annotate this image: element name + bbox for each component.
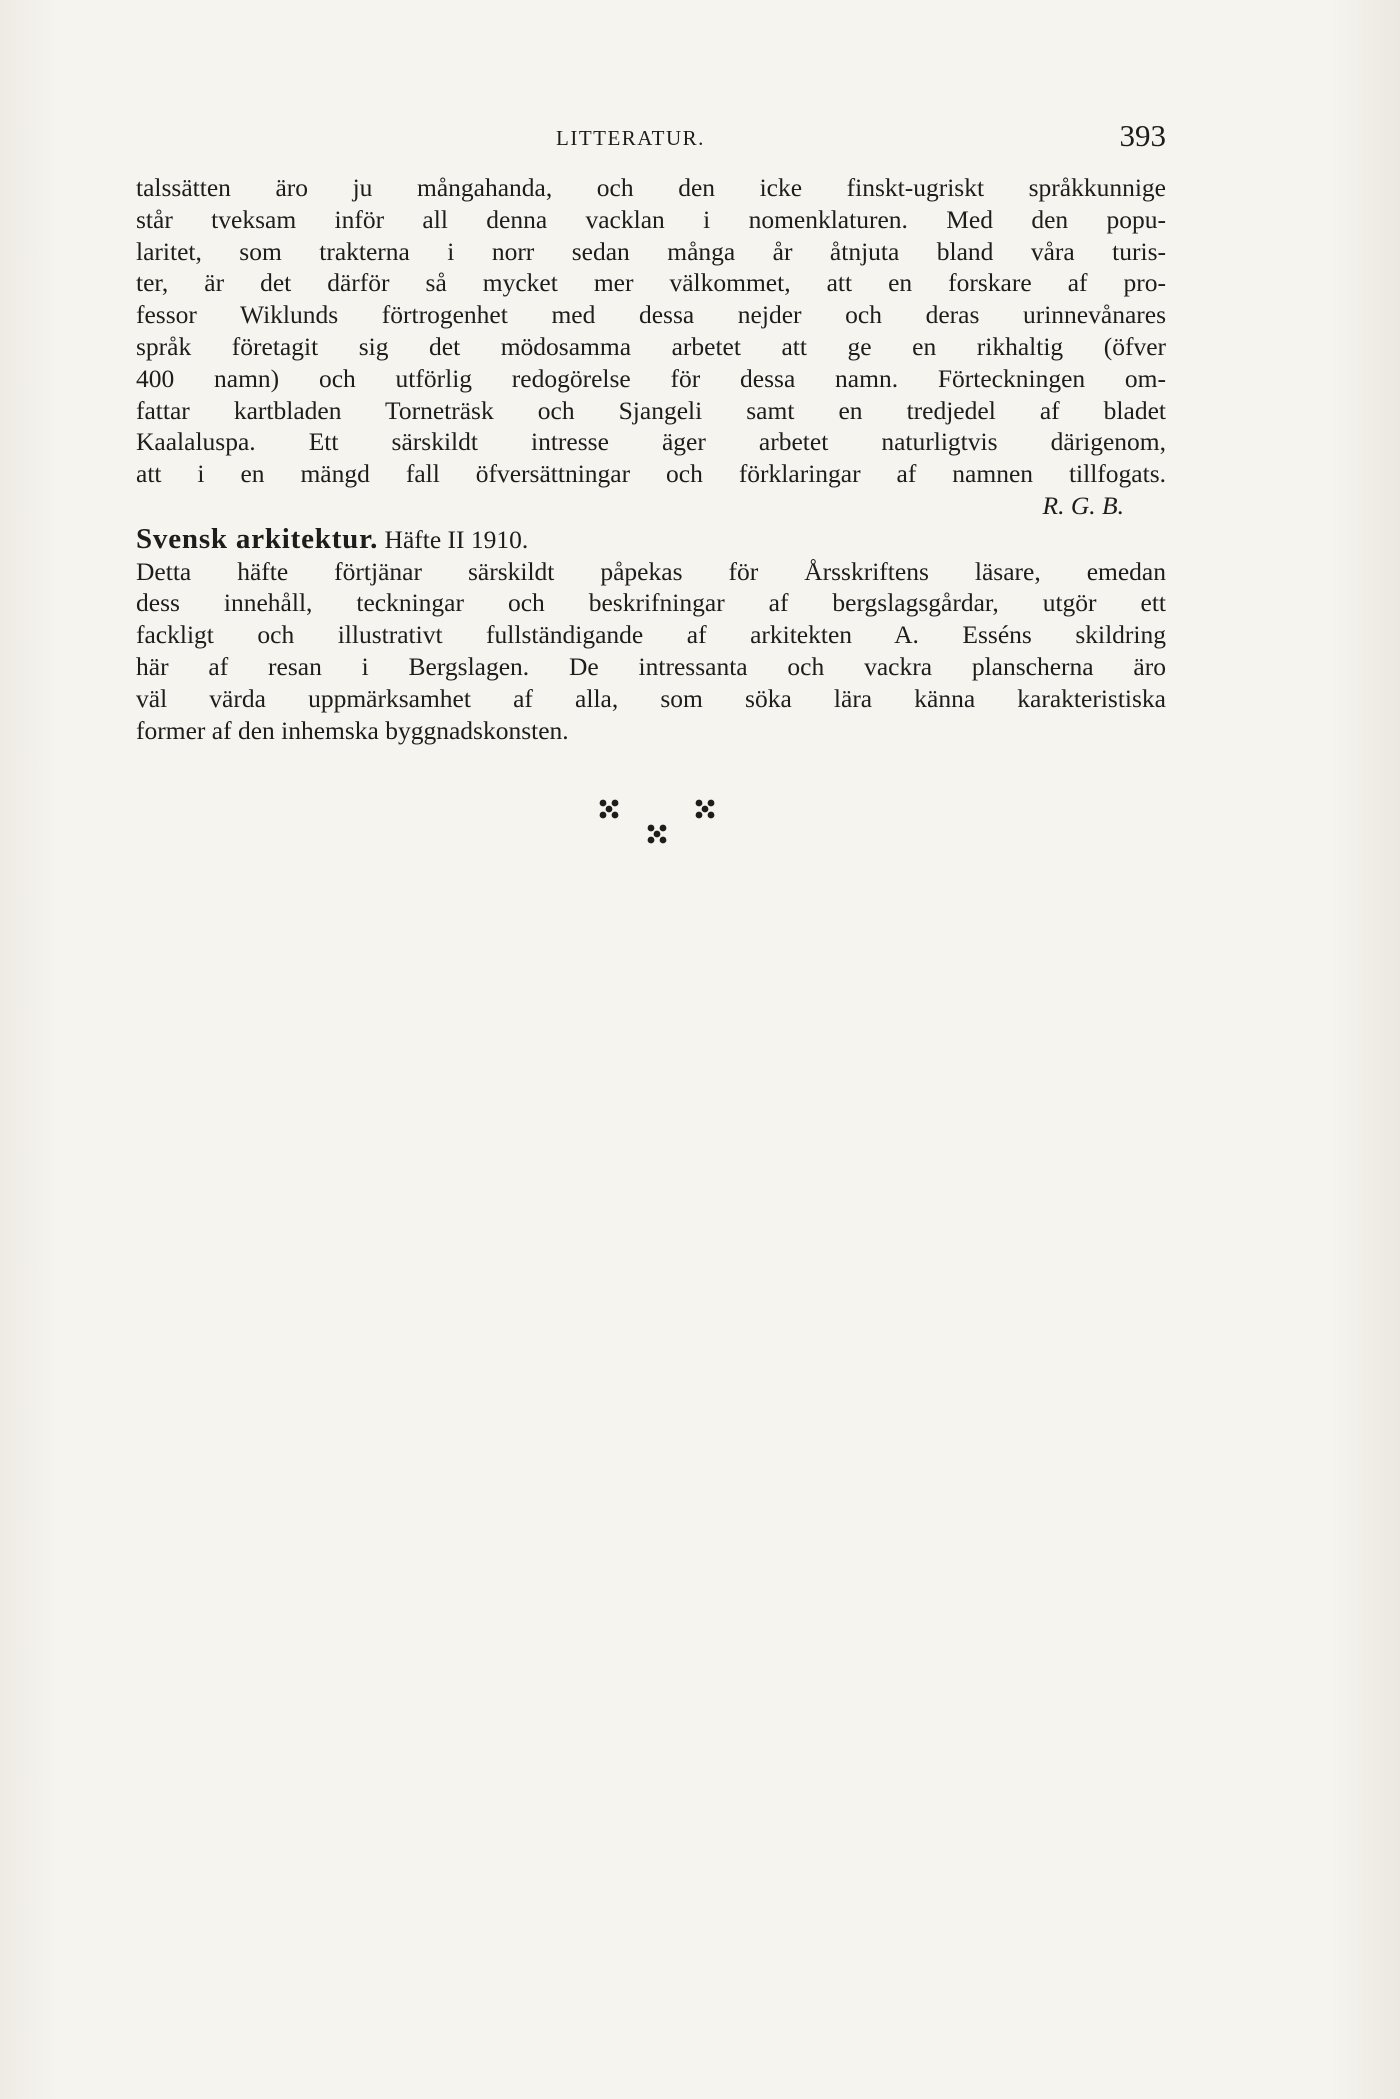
text-line: former af den inhemska byggnadskonsten. (136, 715, 569, 745)
text-line: talssätten äro ju mångahanda, och den icke finskt-ugriskt språkkunnige (136, 173, 1166, 202)
text-line: dess innehåll, teckningar och beskrifningar af bergslagsgårdar, utgör ett (136, 588, 1166, 618)
text-line: fattar kartbladen Torneträsk och Sjangeli samt en tredjedel af bladet (136, 395, 1166, 425)
dot-cluster-left (600, 800, 619, 819)
text-line: fackligt och illustrativt fullständigande af arkitekten A. Esséns skildring (136, 620, 1166, 650)
text-line: laritet, som trakterna i norr sedan många år åtnjuta bland våra turis- (136, 236, 1166, 266)
body-text (136, 172, 1166, 746)
text-line: väl värda uppmärksamhet af alla, som söka lära känna karakteristiska (136, 683, 1166, 713)
running-head: LITTERATUR. (556, 126, 705, 150)
text-line: språk företagit sig det mödosamma arbetet att ge en rikhaltig (öfver (136, 331, 1166, 361)
dot-cluster-bottom (648, 825, 667, 844)
page-number: 393 (1119, 118, 1166, 153)
reviewer-signature: R. G. B. (1042, 490, 1124, 520)
text-line: 400 namn) och utförlig redogörelse för dessa namn. Förteckningen om- (136, 363, 1166, 393)
review-paragraph-arkitektur (136, 556, 1166, 747)
text-line: här af resan i Bergslagen. De intressanta och vackra planscherna äro (136, 651, 1166, 681)
review-paragraph-wiklund (136, 172, 1166, 522)
text-line: att i en mängd fall öfversättningar och förklaringar af namnen tillfogats. (136, 459, 1166, 489)
text-line: ter, är det därför så mycket mer välkommet, att en forskare af pro- (136, 268, 1166, 298)
text-line: står tveksam inför all denna vacklan i nomenklaturen. Med den popu- (136, 204, 1166, 234)
section-subtitle: Häfte II 1910. (384, 524, 529, 554)
text-line: Kaalaluspa. Ett särskildt intresse äger arbetet naturligtvis därigenom, (136, 427, 1166, 457)
text-line: Detta häfte förtjänar särskildt påpekas för Årsskriftens läsare, emedan (136, 556, 1166, 586)
section-title: Svensk arkitektur. (136, 522, 379, 555)
section-heading (136, 524, 1166, 556)
text-line: fessor Wiklunds förtrogenhet med dessa nejder och deras urinnevånares (136, 300, 1166, 330)
quincunx-dot-ornament-icon (590, 790, 730, 860)
page-header (136, 118, 1166, 158)
dot-cluster-right (696, 800, 715, 819)
